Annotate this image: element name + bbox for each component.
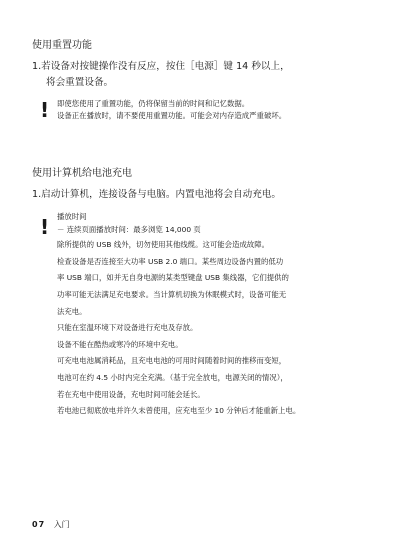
reset-step-line2: 将会重置设备。	[46, 77, 114, 88]
note-line: 法充电。	[57, 306, 87, 316]
note-line: 设备不能在酷热或寒冷的环境中充电。	[57, 339, 183, 349]
note-line: 设备正在播放时，请不要使用重置功能。可能会对内存造成严重破坏。	[57, 111, 287, 121]
step-text-line1: 启动计算机，连接设备与电脑。内置电池将会自动充电。	[41, 189, 281, 200]
page-number: 07	[32, 520, 46, 529]
note-line: 率 USB 端口，如并无自身电源的某类型键盘 USB 集线器，它们提供的	[57, 273, 289, 283]
charging-note	[57, 211, 409, 418]
note-line: 检查设备是否连接至大功率 USB 2.0 端口。某些周边设备内置的低功	[57, 256, 284, 266]
step-text-line1: 若设备对按键操作没有反应，按住［电源］键 14 秒以上，	[41, 61, 290, 72]
note-line: 若电池已彻底放电并许久未曾使用，应充电至少 10 分钟后才能重新上电。	[57, 406, 301, 416]
section-heading-charging: 使用计算机给电池充电	[32, 168, 132, 179]
charging-step	[32, 188, 281, 202]
note-line: 可充电电池属消耗品，且充电电池的可用时间随着时间的推移而变短，	[57, 356, 287, 366]
note-line: 即使您使用了重置功能，仍将保留当前的时间和记忆数据。	[57, 99, 250, 108]
step-number: 1.	[32, 189, 42, 200]
step-number: 1.	[32, 61, 42, 72]
note-line: 电池可在约 4.5 小时内完全充满。（基于完全放电，电源关闭的情况），	[57, 372, 288, 382]
reset-step	[32, 60, 290, 74]
reset-note	[57, 98, 407, 123]
page-footer	[32, 520, 70, 530]
section-heading-reset: 使用重置功能	[32, 40, 92, 51]
note-line: 若在充电中使用设备，充电时间可能会延长。	[57, 389, 205, 399]
note-line: － 连续页面播放时间：最多浏览 14,000 页	[57, 224, 201, 234]
note-line: 只能在室温环境下对设备进行充电及存放。	[57, 323, 198, 333]
note-line: 除所提供的 USB 线外，切勿使用其他线缆。这可能会造成故障。	[57, 240, 270, 250]
exclamation-icon: !	[40, 215, 50, 239]
note-line: 播放时间	[57, 212, 87, 221]
exclamation-icon: !	[40, 98, 50, 122]
section-label: 入门	[53, 520, 70, 529]
note-line: 功率可能无法满足充电要求。当计算机切换为休眠模式时，设备可能无	[57, 289, 287, 299]
